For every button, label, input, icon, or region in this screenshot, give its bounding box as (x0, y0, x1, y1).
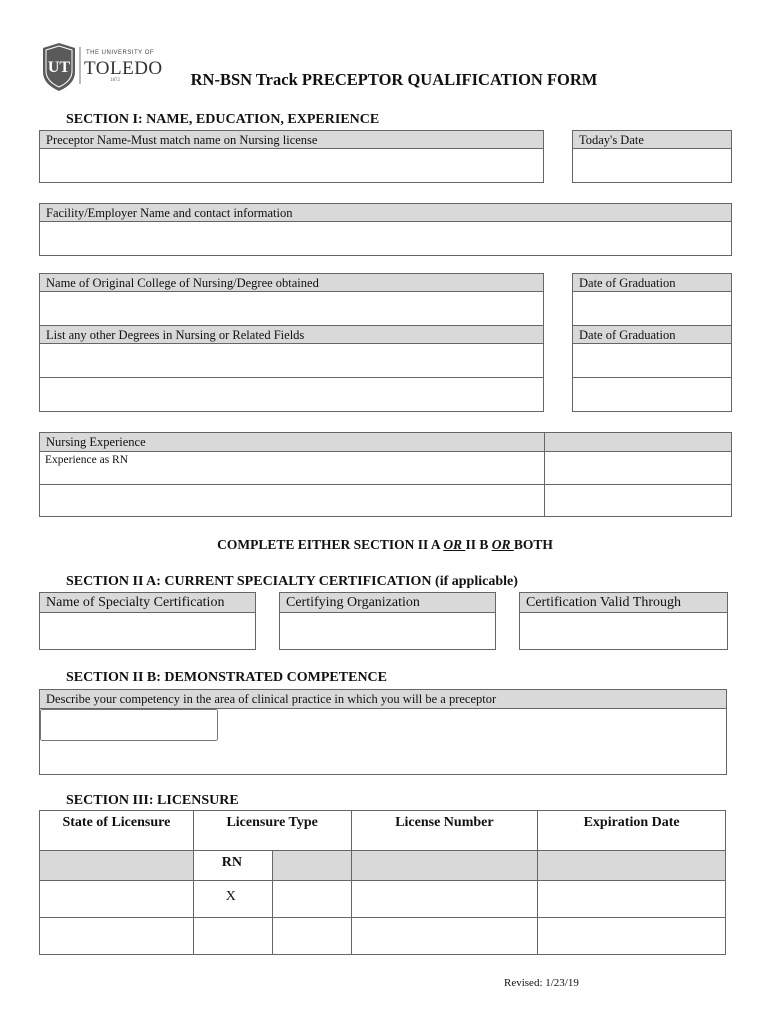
licensure-header-row (40, 811, 726, 851)
other-degrees-field-2[interactable] (39, 377, 544, 412)
original-college-field[interactable] (39, 291, 544, 326)
section2b-heading: SECTION II B: DEMONSTRATED COMPETENCE (66, 670, 388, 685)
experience-rn-field[interactable] (544, 451, 732, 485)
number-subheader (351, 851, 538, 881)
form-title: RN-BSN Track PRECEPTOR QUALIFICATION FORM (190, 70, 598, 89)
graduation-date-input[interactable] (573, 292, 731, 325)
state-cell-1[interactable] (40, 881, 194, 918)
graduation-date-field-2[interactable] (572, 343, 732, 378)
state-subheader (40, 851, 194, 881)
licensure-row-2 (40, 918, 726, 955)
other-degrees-input-1[interactable] (40, 344, 543, 377)
state-header: State of Licensure (40, 811, 194, 851)
todays-date-field[interactable] (572, 148, 732, 183)
number-header: License Number (351, 811, 538, 851)
competency-field[interactable] (39, 708, 727, 775)
experience-rn-cell (39, 451, 545, 485)
note-part2: II B (465, 537, 492, 552)
original-college-input[interactable] (40, 292, 543, 325)
type-header: Licensure Type (193, 811, 351, 851)
licensure-subheader-row (40, 851, 726, 881)
expiration-header: Expiration Date (538, 811, 726, 851)
state-cell-2[interactable] (40, 918, 194, 955)
graduation-date-label: Date of Graduation (572, 273, 732, 292)
revised-date: Revised: 1/23/19 (504, 977, 579, 989)
specialty-cert-input[interactable] (40, 613, 255, 649)
experience-row2-input[interactable] (40, 485, 544, 516)
nursing-experience-label: Nursing Experience (39, 432, 545, 452)
certifying-org-field[interactable] (279, 612, 496, 650)
graduation-date-field[interactable] (572, 291, 732, 326)
competency-textarea[interactable] (40, 709, 218, 741)
experience-rn-input[interactable] (545, 452, 731, 484)
number-cell-1[interactable] (351, 881, 538, 918)
type-other-cell-2[interactable] (272, 918, 351, 955)
number-cell-2[interactable] (351, 918, 538, 955)
section3-heading: SECTION III: LICENSURE (66, 793, 239, 808)
certifying-org-label: Certifying Organization (279, 592, 496, 613)
svg-text:UT: UT (47, 59, 71, 76)
cert-valid-through-label: Certification Valid Through (519, 592, 728, 613)
certifying-org-input[interactable] (280, 613, 495, 649)
graduation-date-input-3[interactable] (573, 378, 731, 411)
experience-row2-value-field[interactable] (544, 484, 732, 517)
graduation-date-label-2: Date of Graduation (572, 325, 732, 344)
logo-name: TOLEDO (84, 58, 163, 79)
specialty-cert-label: Name of Specialty Certification (39, 592, 256, 613)
note-or2: OR (491, 537, 514, 552)
todays-date-input[interactable] (573, 149, 731, 182)
logo-small-text: THE UNIVERSITY OF (86, 50, 155, 56)
complete-either-note (0, 537, 770, 553)
other-degrees-input-2[interactable] (40, 378, 543, 411)
other-degrees-field-1[interactable] (39, 343, 544, 378)
rn-x-cell[interactable]: X (193, 881, 272, 918)
licensure-row-1 (40, 881, 726, 918)
type-other-cell-1[interactable] (272, 881, 351, 918)
competency-label: Describe your competency in the area of clinical practice in which you will be a preceptor (39, 689, 727, 709)
expiration-cell-1[interactable] (538, 881, 726, 918)
type-subheader-blank (272, 851, 351, 881)
cert-valid-through-field[interactable] (519, 612, 728, 650)
note-part3: BOTH (513, 537, 553, 552)
graduation-date-input-2[interactable] (573, 344, 731, 377)
original-college-label: Name of Original College of Nursing/Degree obtained (39, 273, 544, 292)
rn-cell-2[interactable] (193, 918, 272, 955)
section2a-heading: SECTION II A: CURRENT SPECIALTY CERTIFICATION (if applicable) (66, 574, 518, 589)
facility-input[interactable] (40, 222, 731, 255)
preceptor-name-input[interactable] (40, 149, 543, 182)
rn-label-cell: RN (193, 851, 272, 881)
note-or1: OR (443, 537, 466, 552)
expiration-cell-2[interactable] (538, 918, 726, 955)
specialty-cert-field[interactable] (39, 612, 256, 650)
graduation-date-field-3[interactable] (572, 377, 732, 412)
preceptor-name-field[interactable] (39, 148, 544, 183)
other-degrees-label: List any other Degrees in Nursing or Related Fields (39, 325, 544, 344)
experience-rn-label: Experience as RN (45, 454, 129, 466)
facility-field[interactable] (39, 221, 732, 256)
todays-date-label: Today's Date (572, 130, 732, 149)
licensure-table (39, 810, 726, 955)
facility-label: Facility/Employer Name and contact information (39, 203, 732, 222)
expiration-subheader (538, 851, 726, 881)
experience-row2-value-input[interactable] (545, 485, 731, 516)
preceptor-name-label: Preceptor Name-Must match name on Nursing license (39, 130, 544, 149)
cert-valid-through-input[interactable] (520, 613, 727, 649)
section1-heading: SECTION I: NAME, EDUCATION, EXPERIENCE (66, 112, 380, 127)
logo-year: 1872 (110, 78, 120, 83)
nursing-experience-header-blank (544, 432, 732, 452)
note-part1: COMPLETE EITHER SECTION II A (217, 537, 444, 552)
experience-row2-field[interactable] (39, 484, 545, 517)
